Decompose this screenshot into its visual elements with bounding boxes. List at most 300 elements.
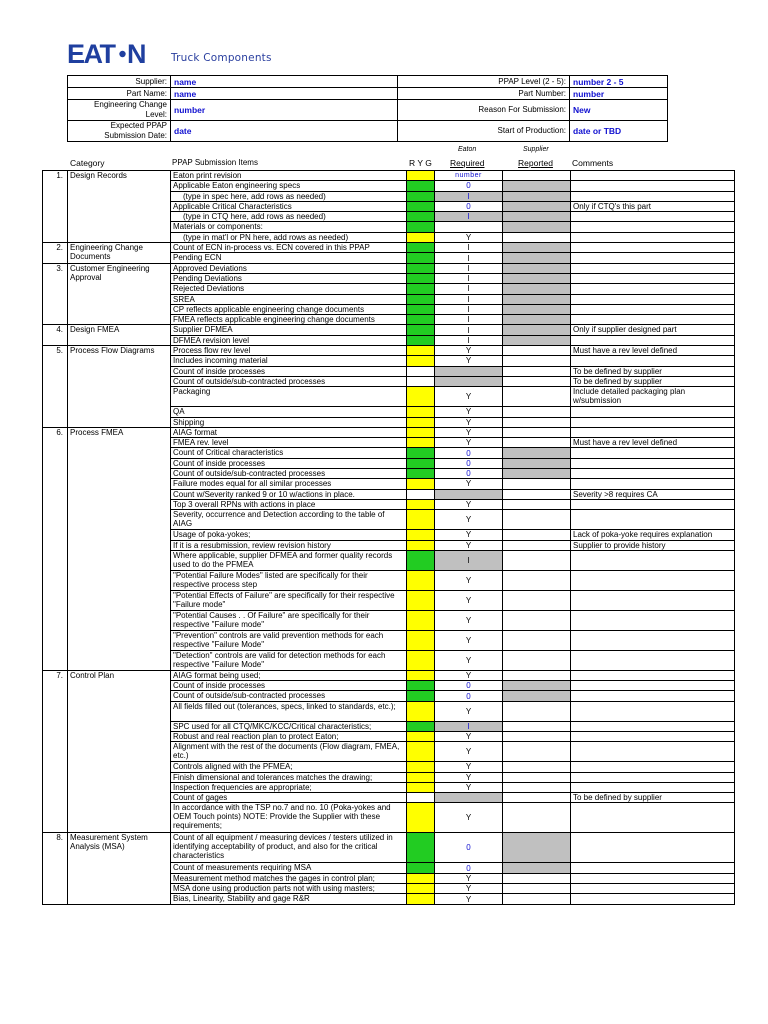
comment-cell[interactable]: Supplier to provide history: [571, 540, 735, 550]
ppap-item-label: "Potential Failure Modes" listed are specifically for their respective process step: [171, 570, 407, 590]
comment-cell[interactable]: [571, 212, 735, 222]
eaton-required-cell: Y: [435, 570, 503, 590]
ppap-item-label: FMEA reflects applicable engineering change documents: [171, 315, 407, 325]
supplier-reported-cell[interactable]: [503, 284, 571, 294]
comment-cell[interactable]: [571, 222, 735, 232]
ryg-status-cell[interactable]: [407, 479, 435, 489]
eaton-logo: [67, 41, 153, 67]
section-number: 2.: [43, 243, 68, 264]
supplier-reported-cell[interactable]: [503, 650, 571, 670]
supplier-reported-cell[interactable]: [503, 701, 571, 721]
eaton-required-cell: Y: [435, 530, 503, 540]
supplier-reported-cell[interactable]: [503, 772, 571, 782]
ppap-item-label: Robust and real reaction plan to protect Eaton;: [171, 731, 407, 741]
supplier-reported-cell[interactable]: [503, 570, 571, 590]
supplier-reported-cell[interactable]: [503, 670, 571, 680]
ryg-status-cell[interactable]: [407, 650, 435, 670]
eaton-required-cell: Y: [435, 590, 503, 610]
comment-cell[interactable]: Must have a rev level defined: [571, 438, 735, 448]
eng-change-value[interactable]: number: [171, 100, 398, 121]
ryg-status-cell[interactable]: [407, 243, 435, 253]
eaton-required-cell: Y: [435, 387, 503, 407]
ryg-status-cell[interactable]: [407, 540, 435, 550]
comment-cell[interactable]: [571, 356, 735, 366]
ppap-item-label: Count of outside/sub-contracted processes: [171, 691, 407, 701]
eaton-required-cell: Y: [435, 438, 503, 448]
ryg-status-cell[interactable]: [407, 294, 435, 304]
supplier-reported-cell[interactable]: [503, 530, 571, 540]
comment-cell[interactable]: [571, 407, 735, 417]
eaton-required-cell: 0: [435, 863, 503, 873]
supplier-reported-cell[interactable]: [503, 191, 571, 201]
ryg-status-cell[interactable]: [407, 731, 435, 741]
reason-value[interactable]: New: [570, 100, 668, 121]
supplier-reported-cell[interactable]: [503, 427, 571, 437]
ryg-status-cell[interactable]: [407, 191, 435, 201]
supplier-reported-cell[interactable]: [503, 181, 571, 191]
ppap-item-label: "Potential Effects of Failure" are specifically for their respective "Failure mode": [171, 590, 407, 610]
part-number-value[interactable]: number: [570, 88, 668, 100]
supplier-reported-cell[interactable]: [503, 499, 571, 509]
supplier-reported-cell[interactable]: [503, 253, 571, 263]
ppap-item-label: Count of outside/sub-contracted processes: [171, 376, 407, 386]
ryg-status-cell[interactable]: [407, 701, 435, 721]
ppap-level-value[interactable]: number 2 - 5: [570, 76, 668, 88]
ppap-item-label: Pending Deviations: [171, 273, 407, 283]
eaton-required-cell: I: [435, 304, 503, 314]
ppap-item-label: AIAG format being used;: [171, 670, 407, 680]
supplier-reported-cell[interactable]: [503, 356, 571, 366]
eaton-required-cell: I: [435, 721, 503, 731]
ryg-status-cell[interactable]: [407, 550, 435, 570]
eaton-required-cell: I: [435, 273, 503, 283]
supplier-reported-cell[interactable]: [503, 873, 571, 883]
supplier-reported-cell[interactable]: [503, 448, 571, 458]
comment-cell[interactable]: [571, 448, 735, 458]
comment-cell[interactable]: [571, 315, 735, 325]
comment-cell[interactable]: [571, 284, 735, 294]
comment-cell[interactable]: To be defined by supplier: [571, 366, 735, 376]
comment-cell[interactable]: [571, 590, 735, 610]
eaton-required-cell: Y: [435, 742, 503, 762]
eaton-required-cell: Y: [435, 701, 503, 721]
eaton-required-cell: Y: [435, 803, 503, 833]
comment-cell[interactable]: [571, 873, 735, 883]
comment-cell[interactable]: Include detailed packaging plan w/submission: [571, 387, 735, 407]
eaton-required-cell: I: [435, 263, 503, 273]
comment-cell[interactable]: [571, 294, 735, 304]
ppap-item-label: Failure modes equal for all similar processes: [171, 479, 407, 489]
supplier-reported-cell[interactable]: [503, 376, 571, 386]
supplier-value[interactable]: name: [171, 76, 398, 88]
svg-text:N: N: [127, 41, 147, 67]
supplier-reported-cell[interactable]: [503, 315, 571, 325]
eaton-required-cell: [435, 376, 503, 386]
ryg-status-cell[interactable]: [407, 833, 435, 863]
expected-date-value[interactable]: date: [171, 121, 398, 142]
supplier-reported-cell[interactable]: [503, 803, 571, 833]
col-header-reported: Reported: [518, 158, 553, 168]
ryg-status-cell[interactable]: [407, 284, 435, 294]
supplier-reported-cell[interactable]: [503, 863, 571, 873]
comment-cell[interactable]: [571, 742, 735, 762]
ryg-status-cell[interactable]: [407, 762, 435, 772]
supplier-reported-cell[interactable]: [503, 294, 571, 304]
supplier-reported-cell[interactable]: [503, 417, 571, 427]
eaton-required-cell: Y: [435, 427, 503, 437]
eaton-required-cell: [435, 489, 503, 499]
ppap-item-label: Top 3 overall RPNs with actions in place: [171, 499, 407, 509]
ryg-status-cell[interactable]: [407, 782, 435, 792]
ryg-status-cell[interactable]: [407, 670, 435, 680]
ryg-status-cell[interactable]: [407, 630, 435, 650]
eng-change-label: Engineering Change Level:: [68, 100, 171, 121]
ryg-status-cell[interactable]: [407, 232, 435, 242]
eaton-required-cell: 0: [435, 458, 503, 468]
comment-cell[interactable]: [571, 782, 735, 792]
table-row: [43, 427, 735, 437]
comment-cell[interactable]: [571, 479, 735, 489]
ppap-item-label: "Potential Causes . . Of Failure" are specifically for their respective "Failure mode": [171, 610, 407, 630]
section-category: Process Flow Diagrams: [68, 346, 171, 428]
table-row: [43, 263, 735, 273]
ryg-status-cell[interactable]: [407, 201, 435, 211]
supplier-reported-cell[interactable]: [503, 171, 571, 181]
ryg-status-cell[interactable]: [407, 376, 435, 386]
ppap-item-label: Usage of poka-yokes;: [171, 530, 407, 540]
supplier-reported-cell[interactable]: [503, 550, 571, 570]
supplier-reported-cell[interactable]: [503, 201, 571, 211]
supplier-reported-cell[interactable]: [503, 346, 571, 356]
section-number: 3.: [43, 263, 68, 325]
supplier-reported-cell[interactable]: [503, 479, 571, 489]
ryg-status-cell[interactable]: [407, 212, 435, 222]
supplier-reported-cell[interactable]: [503, 212, 571, 222]
supplier-reported-cell[interactable]: [503, 243, 571, 253]
start-production-label: Start of Production:: [398, 121, 570, 142]
eaton-required-cell: Y: [435, 894, 503, 904]
expected-date-label: Expected PPAP Submission Date:: [68, 121, 171, 142]
section-number: 4.: [43, 325, 68, 346]
ppap-item-label: In accordance with the TSP no.7 and no. 10 (Poka-yokes and OEM Touch points) NOTE: Provide the Supplier with these requirements;: [171, 803, 407, 833]
ryg-status-cell[interactable]: [407, 510, 435, 530]
comment-cell[interactable]: [571, 191, 735, 201]
ryg-status-cell[interactable]: [407, 387, 435, 407]
table-row: [43, 670, 735, 680]
supplier-reported-cell[interactable]: [503, 304, 571, 314]
ryg-status-cell[interactable]: [407, 335, 435, 345]
ryg-status-cell[interactable]: [407, 884, 435, 894]
ryg-status-cell[interactable]: [407, 772, 435, 782]
comment-cell[interactable]: [571, 863, 735, 873]
supplier-reported-cell[interactable]: [503, 510, 571, 530]
comment-cell[interactable]: [571, 731, 735, 741]
start-production-value[interactable]: date or TBD: [570, 121, 668, 142]
ppap-item-label: Where applicable, supplier DFMEA and former quality records used to do the PFMEA: [171, 550, 407, 570]
ryg-status-cell[interactable]: [407, 499, 435, 509]
eaton-required-cell: 0: [435, 181, 503, 191]
ppap-item-label: Count of all equipment / measuring devices / testers utilized in identifying acceptability of product, and also for the critical characteristics: [171, 833, 407, 863]
eaton-required-cell: I: [435, 243, 503, 253]
comment-cell[interactable]: Severity >8 requires CA: [571, 489, 735, 499]
eaton-required-cell: I: [435, 325, 503, 335]
supplier-reported-cell[interactable]: [503, 325, 571, 335]
section-number: 5.: [43, 346, 68, 428]
ppap-item-label: Process flow rev level: [171, 346, 407, 356]
ryg-status-cell[interactable]: [407, 171, 435, 181]
supplier-reported-cell[interactable]: [503, 366, 571, 376]
comment-cell[interactable]: [571, 762, 735, 772]
comment-cell[interactable]: Lack of poka-yoke requires explanation: [571, 530, 735, 540]
supplier-reported-cell[interactable]: [503, 691, 571, 701]
supplier-reported-cell[interactable]: [503, 782, 571, 792]
supplier-reported-cell[interactable]: [503, 762, 571, 772]
comment-cell[interactable]: [571, 803, 735, 833]
comment-cell[interactable]: [571, 884, 735, 894]
eaton-required-cell: Y: [435, 540, 503, 550]
supplier-reported-cell[interactable]: [503, 407, 571, 417]
supplier-reported-cell[interactable]: [503, 458, 571, 468]
ryg-status-cell[interactable]: [407, 315, 435, 325]
ryg-status-cell[interactable]: [407, 458, 435, 468]
ryg-status-cell[interactable]: [407, 325, 435, 335]
eaton-required-cell: I: [435, 294, 503, 304]
section-number: 7.: [43, 670, 68, 833]
ryg-status-cell[interactable]: [407, 610, 435, 630]
supplier-reported-cell[interactable]: [503, 610, 571, 630]
ppap-item-label: MSA done using production parts not with using masters;: [171, 884, 407, 894]
eaton-required-cell: Y: [435, 232, 503, 242]
ppap-item-label: Count of inside processes: [171, 458, 407, 468]
ryg-status-cell[interactable]: [407, 181, 435, 191]
comment-cell[interactable]: [571, 610, 735, 630]
supplier-reported-cell[interactable]: [503, 222, 571, 232]
comment-cell[interactable]: [571, 243, 735, 253]
supplier-reported-cell[interactable]: [503, 721, 571, 731]
ryg-status-cell[interactable]: [407, 222, 435, 232]
table-row: [43, 325, 735, 335]
table-row: [43, 243, 735, 253]
ryg-status-cell[interactable]: [407, 346, 435, 356]
comment-cell[interactable]: [571, 510, 735, 530]
comment-cell[interactable]: [571, 273, 735, 283]
ryg-status-cell[interactable]: [407, 894, 435, 904]
supplier-reported-cell[interactable]: [503, 833, 571, 863]
comment-cell[interactable]: [571, 701, 735, 721]
ppap-level-label: PPAP Level (2 - 5):: [398, 76, 570, 88]
part-number-label: Part Number:: [398, 88, 570, 100]
supplier-reported-cell[interactable]: [503, 884, 571, 894]
ppap-item-label: Controls aligned with the PFMEA;: [171, 762, 407, 772]
comment-cell[interactable]: [571, 772, 735, 782]
ppap-item-label: Applicable Critical Characteristics: [171, 201, 407, 211]
section-category: Customer Engineering Approval: [68, 263, 171, 325]
eaton-required-cell: 0: [435, 448, 503, 458]
ryg-status-cell[interactable]: [407, 304, 435, 314]
supplier-reported-cell[interactable]: [503, 273, 571, 283]
ryg-status-cell[interactable]: [407, 590, 435, 610]
ppap-item-label: Packaging: [171, 387, 407, 407]
eaton-required-cell: 0: [435, 201, 503, 211]
ryg-status-cell[interactable]: [407, 448, 435, 458]
col-header-ryg: R Y G: [409, 158, 432, 168]
comment-cell[interactable]: [571, 427, 735, 437]
ryg-status-cell[interactable]: [407, 721, 435, 731]
comment-cell[interactable]: To be defined by supplier: [571, 793, 735, 803]
ryg-status-cell[interactable]: [407, 742, 435, 762]
supplier-reported-cell[interactable]: [503, 387, 571, 407]
ryg-status-cell[interactable]: [407, 469, 435, 479]
supplier-reported-cell[interactable]: [503, 894, 571, 904]
col-header-supplier: Supplier: [523, 146, 549, 153]
ryg-status-cell[interactable]: [407, 570, 435, 590]
col-header-required: Required: [450, 158, 485, 168]
ppap-item-label: Approved Deviations: [171, 263, 407, 273]
eaton-required-cell: 0: [435, 833, 503, 863]
comment-cell[interactable]: Must have a rev level defined: [571, 346, 735, 356]
section-category: Process FMEA: [68, 427, 171, 670]
ppap-item-label: Applicable Eaton engineering specs: [171, 181, 407, 191]
section-category: Measurement System Analysis (MSA): [68, 833, 171, 904]
ppap-item-label: Count of inside processes: [171, 681, 407, 691]
comment-cell[interactable]: [571, 894, 735, 904]
comment-cell[interactable]: [571, 263, 735, 273]
ppap-item-label: (type in CTQ here, add rows as needed): [171, 212, 407, 222]
eaton-required-cell: Y: [435, 356, 503, 366]
ryg-status-cell[interactable]: [407, 803, 435, 833]
comment-cell[interactable]: [571, 691, 735, 701]
section-category: Control Plan: [68, 670, 171, 833]
comment-cell[interactable]: [571, 335, 735, 345]
ryg-status-cell[interactable]: [407, 273, 435, 283]
eaton-required-cell: Y: [435, 630, 503, 650]
comment-cell[interactable]: [571, 721, 735, 731]
part-name-value[interactable]: name: [171, 88, 398, 100]
comment-cell[interactable]: [571, 181, 735, 191]
section-number: 6.: [43, 427, 68, 670]
supplier-reported-cell[interactable]: [503, 438, 571, 448]
eaton-required-cell: 0: [435, 691, 503, 701]
svg-text:EAT: EAT: [67, 41, 115, 67]
col-header-comments: Comments: [572, 158, 614, 168]
ryg-status-cell[interactable]: [407, 356, 435, 366]
ryg-status-cell[interactable]: [407, 530, 435, 540]
eaton-required-cell: Y: [435, 884, 503, 894]
ryg-status-cell[interactable]: [407, 863, 435, 873]
comment-cell[interactable]: [571, 681, 735, 691]
supplier-reported-cell[interactable]: [503, 540, 571, 550]
reason-label: Reason For Submission:: [398, 100, 570, 121]
ppap-item-label: Finish dimensional and tolerances matches the drawing;: [171, 772, 407, 782]
section-number: 8.: [43, 833, 68, 904]
comment-cell[interactable]: [571, 458, 735, 468]
eaton-required-cell: Y: [435, 782, 503, 792]
comment-cell[interactable]: [571, 304, 735, 314]
submission-info-table: [67, 75, 668, 142]
comment-cell[interactable]: [571, 550, 735, 570]
eaton-required-cell: I: [435, 315, 503, 325]
table-row: [43, 346, 735, 356]
eaton-required-cell: I: [435, 550, 503, 570]
ppap-item-label: Count of outside/sub-contracted processes: [171, 469, 407, 479]
supplier-reported-cell[interactable]: [503, 489, 571, 499]
comment-cell[interactable]: [571, 630, 735, 650]
ppap-item-label: Count of inside processes: [171, 366, 407, 376]
comment-cell[interactable]: [571, 650, 735, 670]
supplier-reported-cell[interactable]: [503, 731, 571, 741]
section-category: Design FMEA: [68, 325, 171, 346]
comment-cell[interactable]: [571, 469, 735, 479]
ppap-item-label: AIAG format: [171, 427, 407, 437]
eaton-required-cell: [435, 793, 503, 803]
ryg-status-cell[interactable]: [407, 253, 435, 263]
ryg-status-cell[interactable]: [407, 417, 435, 427]
ppap-item-label: "Prevention" controls are valid prevention methods for each respective "Failure Mode": [171, 630, 407, 650]
ryg-status-cell[interactable]: [407, 489, 435, 499]
ryg-status-cell[interactable]: [407, 366, 435, 376]
supplier-reported-cell[interactable]: [503, 263, 571, 273]
eaton-required-cell: Y: [435, 417, 503, 427]
supplier-reported-cell[interactable]: [503, 630, 571, 650]
supplier-reported-cell[interactable]: [503, 590, 571, 610]
comment-cell[interactable]: [571, 417, 735, 427]
eaton-required-cell: [435, 222, 503, 232]
ppap-item-label: Includes incoming material: [171, 356, 407, 366]
supplier-reported-cell[interactable]: [503, 335, 571, 345]
ppap-item-label: Count of Critical characteristics: [171, 448, 407, 458]
ryg-status-cell[interactable]: [407, 263, 435, 273]
ryg-status-cell[interactable]: [407, 681, 435, 691]
eaton-required-cell: 0: [435, 469, 503, 479]
supplier-reported-cell[interactable]: [503, 232, 571, 242]
comment-cell[interactable]: To be defined by supplier: [571, 376, 735, 386]
ryg-status-cell[interactable]: [407, 691, 435, 701]
eaton-required-cell: Y: [435, 772, 503, 782]
ryg-status-cell[interactable]: [407, 438, 435, 448]
table-row: [43, 171, 735, 181]
comment-cell[interactable]: [571, 570, 735, 590]
ppap-item-label: Count w/Severity ranked 9 or 10 w/actions in place.: [171, 489, 407, 499]
supplier-reported-cell[interactable]: [503, 469, 571, 479]
ryg-status-cell[interactable]: [407, 407, 435, 417]
comment-cell[interactable]: [571, 833, 735, 863]
eaton-required-cell: I: [435, 284, 503, 294]
eaton-required-cell: 0: [435, 681, 503, 691]
comment-cell[interactable]: [571, 171, 735, 181]
part-name-label: Part Name:: [68, 88, 171, 100]
ryg-status-cell[interactable]: [407, 427, 435, 437]
supplier-reported-cell[interactable]: [503, 681, 571, 691]
comment-cell[interactable]: Only if supplier designed part: [571, 325, 735, 335]
comment-cell[interactable]: [571, 253, 735, 263]
ppap-item-label: Shipping: [171, 417, 407, 427]
supplier-label: Supplier:: [68, 76, 171, 88]
ppap-item-label: Measurement method matches the gages in control plan;: [171, 873, 407, 883]
comment-cell[interactable]: [571, 232, 735, 242]
comment-cell[interactable]: [571, 499, 735, 509]
comment-cell[interactable]: [571, 670, 735, 680]
ryg-status-cell[interactable]: [407, 873, 435, 883]
eaton-required-cell: Y: [435, 346, 503, 356]
ppap-item-label: DFMEA revision level: [171, 335, 407, 345]
ryg-status-cell[interactable]: [407, 793, 435, 803]
supplier-reported-cell[interactable]: [503, 793, 571, 803]
eaton-required-cell: Y: [435, 610, 503, 630]
comment-cell[interactable]: Only if CTQ's this part: [571, 201, 735, 211]
eaton-required-cell: I: [435, 212, 503, 222]
ppap-item-label: Bias, Linearity, Stability and gage R&R: [171, 894, 407, 904]
supplier-reported-cell[interactable]: [503, 742, 571, 762]
